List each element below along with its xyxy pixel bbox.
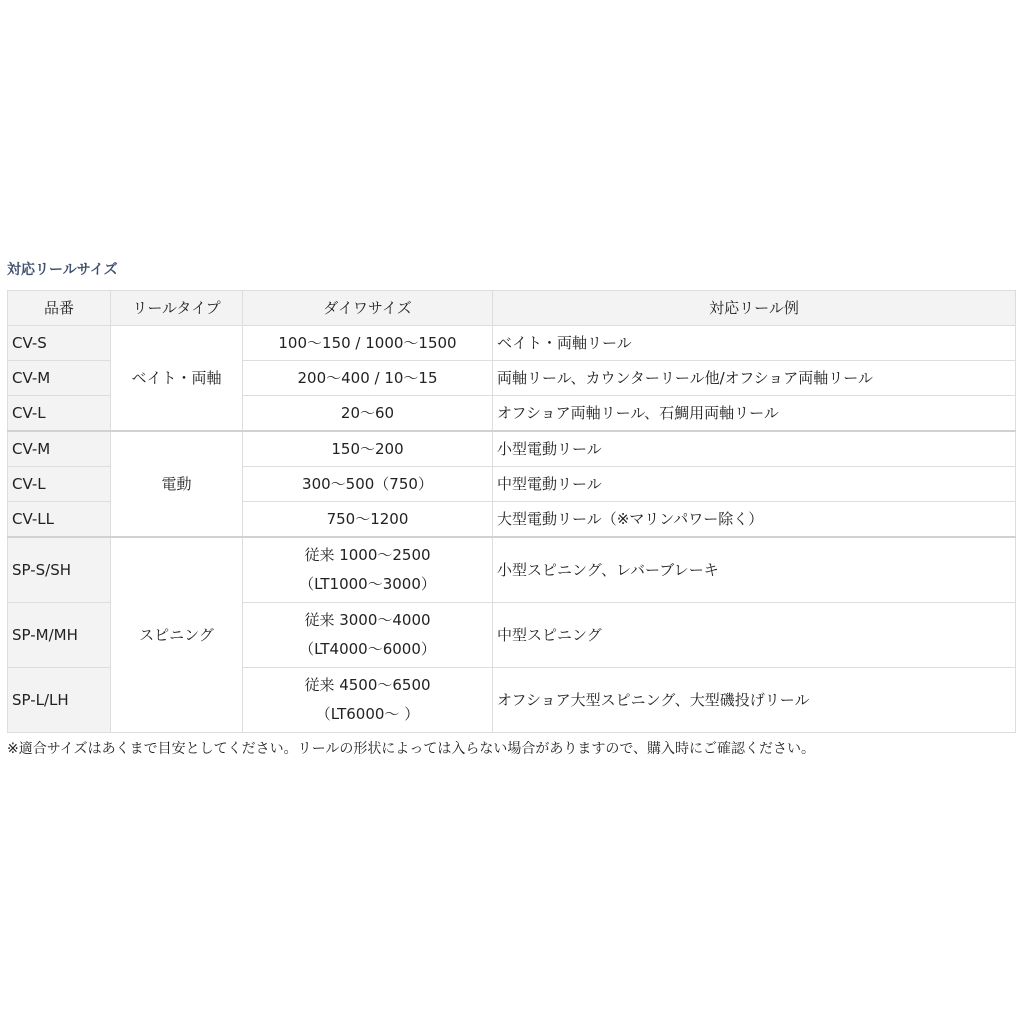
row-code: SP-L/LH — [8, 668, 111, 733]
row-example: 小型電動リール — [493, 431, 1016, 467]
row-code: SP-S/SH — [8, 537, 111, 603]
row-size: 750〜1200 — [243, 502, 493, 538]
row-example: 中型電動リール — [493, 467, 1016, 502]
header-reel-type: リールタイプ — [111, 291, 243, 326]
size-line-lt: （LT6000〜 ） — [315, 705, 420, 723]
group-type-spinning: スピニング — [111, 537, 243, 733]
row-example: ベイト・両軸リール — [493, 326, 1016, 361]
row-size — [243, 668, 493, 733]
row-code: SP-M/MH — [8, 603, 111, 668]
row-size — [243, 603, 493, 668]
table-header-row — [8, 291, 1016, 326]
size-line-conventional: 従来 1000〜2500 — [304, 546, 431, 564]
row-code: CV-M — [8, 361, 111, 396]
reel-size-table — [7, 290, 1016, 733]
fit-note: ※適合サイズはあくまで目安としてください。リールの形状によっては入らない場合がありますので、購入時にご確認ください。 — [7, 741, 816, 757]
row-size: 200〜400 / 10〜15 — [243, 361, 493, 396]
row-example: 小型スピニング、レバーブレーキ — [493, 537, 1016, 603]
header-daiwa-size: ダイワサイズ — [243, 291, 493, 326]
row-code: CV-M — [8, 431, 111, 467]
row-size: 20〜60 — [243, 396, 493, 432]
header-code: 品番 — [8, 291, 111, 326]
table-row — [8, 537, 1016, 603]
row-code: CV-S — [8, 326, 111, 361]
size-line-lt: （LT4000〜6000） — [299, 640, 436, 658]
row-size: 150〜200 — [243, 431, 493, 467]
section-title: 対応リールサイズ — [7, 262, 118, 278]
group-type-bait: ベイト・両軸 — [111, 326, 243, 432]
row-code: CV-L — [8, 396, 111, 432]
row-code: CV-LL — [8, 502, 111, 538]
row-example: 両軸リール、カウンターリール他/オフショア両軸リール — [493, 361, 1016, 396]
row-size: 100〜150 / 1000〜1500 — [243, 326, 493, 361]
row-example: オフショア両軸リール、石鯛用両軸リール — [493, 396, 1016, 432]
size-line-conventional: 従来 4500〜6500 — [304, 676, 431, 694]
row-code: CV-L — [8, 467, 111, 502]
size-line-lt: （LT1000〜3000） — [299, 575, 436, 593]
table-row — [8, 326, 1016, 361]
group-type-electric: 電動 — [111, 431, 243, 537]
row-example: 大型電動リール（※マリンパワー除く） — [493, 502, 1016, 538]
header-example: 対応リール例 — [493, 291, 1016, 326]
size-line-conventional: 従来 3000〜4000 — [304, 611, 431, 629]
row-example: 中型スピニング — [493, 603, 1016, 668]
table-row — [8, 431, 1016, 467]
row-example: オフショア大型スピニング、大型磯投げリール — [493, 668, 1016, 733]
row-size: 300〜500（750） — [243, 467, 493, 502]
row-size — [243, 537, 493, 603]
